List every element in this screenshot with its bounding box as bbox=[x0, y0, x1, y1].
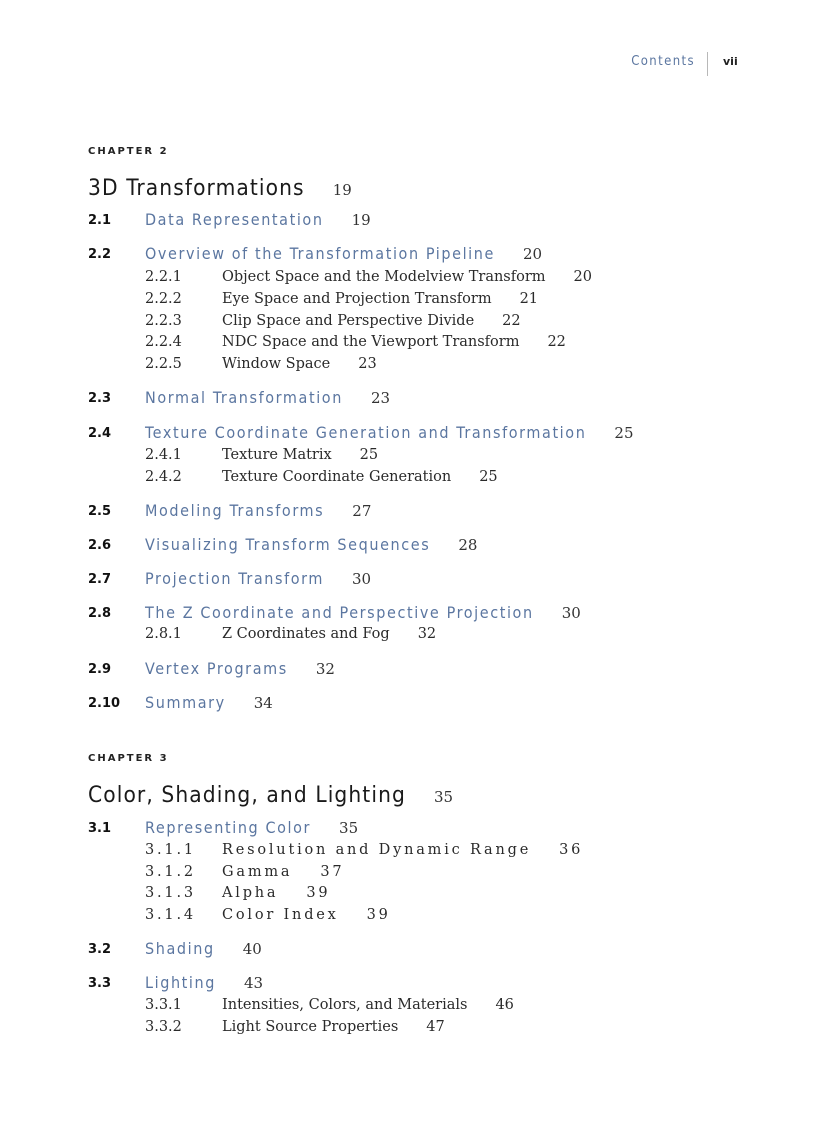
section-title[interactable]: Normal Transformation bbox=[145, 388, 343, 407]
section-number: 2.9 bbox=[88, 662, 112, 677]
section-number: 2.8 bbox=[88, 606, 112, 621]
section-page: 28 bbox=[458, 536, 478, 554]
subsection-page: 39 bbox=[306, 885, 331, 901]
subsection-number: 2.2.3 bbox=[145, 313, 182, 329]
section-number: 3.2 bbox=[88, 942, 112, 957]
subsection-number: 3.3.2 bbox=[145, 1019, 182, 1035]
chapter-heading bbox=[88, 146, 352, 205]
section-page: 23 bbox=[370, 389, 391, 407]
subsection-number: 2.2.5 bbox=[145, 356, 182, 372]
subsection-number: 2.4.1 bbox=[145, 447, 182, 463]
subsection-title[interactable]: Eye Space and Projection Transform bbox=[222, 291, 492, 307]
subsection-page: 25 bbox=[359, 447, 379, 463]
section-page: 19 bbox=[351, 211, 371, 229]
subsection-title[interactable]: Color Index bbox=[222, 907, 339, 923]
chapter-label: CHAPTER 3 bbox=[88, 753, 169, 764]
subsection-number: 2.2.4 bbox=[145, 334, 182, 350]
chapter-heading bbox=[88, 753, 453, 812]
running-header-title: Contents bbox=[631, 54, 695, 69]
subsection-title[interactable]: Texture Matrix bbox=[222, 447, 332, 463]
section-number: 2.4 bbox=[88, 426, 112, 441]
subsection-title[interactable]: Window Space bbox=[222, 356, 331, 372]
page-number: vii bbox=[723, 55, 738, 68]
subsection-number: 2.8.1 bbox=[145, 626, 182, 642]
section-title[interactable]: Texture Coordinate Generation and Transformation bbox=[145, 423, 587, 442]
subsection-title[interactable]: Clip Space and Perspective Divide bbox=[222, 313, 475, 329]
section-title[interactable]: Shading bbox=[145, 939, 215, 958]
subsection-page: 37 bbox=[320, 864, 345, 880]
header-divider bbox=[707, 52, 708, 76]
subsection-page: 47 bbox=[426, 1019, 445, 1035]
section-number: 2.5 bbox=[88, 504, 112, 519]
section-page: 30 bbox=[352, 570, 372, 588]
subsection-number: 2.4.2 bbox=[145, 469, 182, 485]
subsection-page: 36 bbox=[559, 842, 584, 858]
subsection-title[interactable]: Z Coordinates and Fog bbox=[222, 626, 390, 642]
subsection-number: 2.2.2 bbox=[145, 291, 182, 307]
section-number: 2.3 bbox=[88, 391, 112, 406]
section-page: 40 bbox=[242, 940, 262, 958]
section-number: 2.2 bbox=[88, 247, 112, 262]
subsection-title[interactable]: Gamma bbox=[222, 864, 293, 880]
subsection-number: 3.1.1 bbox=[145, 842, 196, 858]
subsection-page: 32 bbox=[417, 626, 437, 642]
section-page: 30 bbox=[561, 604, 581, 622]
chapter-page: 35 bbox=[433, 788, 454, 806]
section-page: 32 bbox=[315, 660, 335, 678]
section-page: 20 bbox=[522, 245, 543, 263]
subsection-number: 3.1.2 bbox=[145, 864, 196, 880]
subsection-page: 21 bbox=[519, 291, 539, 307]
section-page: 25 bbox=[614, 424, 634, 442]
section-title[interactable]: Representing Color bbox=[145, 818, 312, 837]
section-title[interactable]: Modeling Transforms bbox=[145, 501, 325, 520]
subsection-page: 22 bbox=[502, 313, 521, 329]
section-page: 43 bbox=[244, 974, 264, 992]
running-header bbox=[0, 52, 816, 76]
section-title[interactable]: Lighting bbox=[145, 973, 216, 992]
subsection-number: 3.1.3 bbox=[145, 885, 196, 901]
subsection-number: 2.2.1 bbox=[145, 269, 182, 285]
section-title[interactable]: Summary bbox=[145, 693, 226, 712]
chapter-label: CHAPTER 2 bbox=[88, 146, 169, 157]
chapter-title[interactable]: Color, Shading, and Lighting bbox=[88, 782, 406, 808]
chapter-title-row[interactable] bbox=[88, 782, 453, 812]
subsection-title[interactable]: Object Space and the Modelview Transform bbox=[222, 269, 546, 285]
subsection-page: 46 bbox=[495, 997, 514, 1013]
subsection-page: 23 bbox=[358, 356, 377, 372]
section-number: 2.6 bbox=[88, 538, 112, 553]
section-title[interactable]: Overview of the Transformation Pipeline bbox=[145, 244, 495, 263]
subsection-title[interactable]: NDC Space and the Viewport Transform bbox=[222, 334, 520, 350]
subsection-title[interactable]: Resolution and Dynamic Range bbox=[222, 842, 532, 858]
section-page: 34 bbox=[253, 694, 273, 712]
section-title[interactable]: Visualizing Transform Sequences bbox=[145, 535, 431, 554]
subsection-title[interactable]: Alpha bbox=[222, 885, 279, 901]
section-page: 27 bbox=[352, 502, 372, 520]
subsection-page: 22 bbox=[547, 334, 566, 350]
chapter-page: 19 bbox=[332, 181, 352, 199]
subsection-number: 3.1.4 bbox=[145, 907, 196, 923]
subsection-title[interactable]: Texture Coordinate Generation bbox=[222, 469, 452, 485]
subsection-number: 3.3.1 bbox=[145, 997, 182, 1013]
section-title[interactable]: Vertex Programs bbox=[145, 659, 288, 678]
section-number: 3.3 bbox=[88, 976, 112, 991]
subsection-page: 39 bbox=[366, 907, 391, 923]
section-title[interactable]: The Z Coordinate and Perspective Projection bbox=[145, 603, 534, 622]
section-title[interactable]: Projection Transform bbox=[145, 569, 324, 588]
section-number: 2.10 bbox=[88, 696, 121, 711]
chapter-title-row[interactable] bbox=[88, 175, 352, 205]
section-number: 2.7 bbox=[88, 572, 112, 587]
section-title[interactable]: Data Representation bbox=[145, 210, 324, 229]
section-number: 3.1 bbox=[88, 821, 112, 836]
section-number: 2.1 bbox=[88, 213, 112, 228]
chapter-title[interactable]: 3D Transformations bbox=[88, 175, 305, 201]
subsection-page: 20 bbox=[573, 269, 592, 285]
subsection-title[interactable]: Light Source Properties bbox=[222, 1019, 399, 1035]
subsection-page: 25 bbox=[479, 469, 498, 485]
section-page: 35 bbox=[339, 819, 359, 837]
subsection-title[interactable]: Intensities, Colors, and Materials bbox=[222, 997, 468, 1013]
